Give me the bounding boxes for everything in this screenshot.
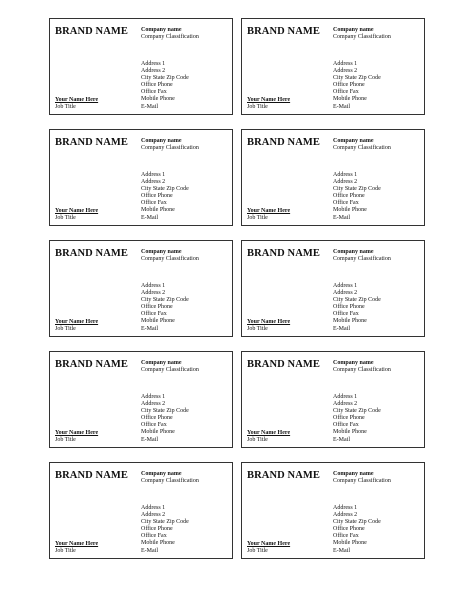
city-state-zip: City State Zip Code — [141, 75, 189, 82]
contact-block — [141, 394, 189, 444]
brand-name: BRAND NAME — [247, 470, 321, 481]
your-name: Your Name Here — [55, 208, 99, 214]
office-phone: Office Phone — [141, 193, 173, 200]
email: E-Mail — [333, 436, 350, 443]
your-name: Your Name Here — [247, 541, 291, 547]
brand-name: BRAND NAME — [55, 470, 129, 481]
job-title: Job Title — [247, 326, 268, 333]
company-name: Company name — [141, 471, 182, 477]
address-1: Address 1 — [333, 172, 358, 178]
company-classification: Company Classification — [333, 478, 391, 485]
business-card-r1-c1 — [49, 18, 233, 115]
company-name: Company name — [333, 27, 374, 33]
company-classification: Company Classification — [333, 256, 391, 263]
mobile-phone: Mobile Phone — [141, 207, 175, 214]
person-block — [55, 97, 98, 111]
person-block — [247, 319, 290, 333]
your-name: Your Name Here — [247, 208, 291, 214]
company-block — [333, 138, 391, 152]
job-title: Job Title — [247, 215, 268, 222]
company-block — [141, 471, 199, 485]
person-block — [247, 430, 290, 444]
company-name: Company name — [333, 138, 374, 144]
contact-block — [141, 505, 189, 555]
office-fax: Office Fax — [333, 89, 359, 96]
mobile-phone: Mobile Phone — [333, 318, 367, 325]
brand-name: BRAND NAME — [247, 26, 321, 37]
business-card-r4-c1 — [49, 351, 233, 448]
office-phone: Office Phone — [141, 304, 173, 311]
person-block — [55, 430, 98, 444]
company-classification: Company Classification — [141, 256, 199, 263]
company-classification: Company Classification — [333, 34, 391, 41]
person-block — [247, 208, 290, 222]
email: E-Mail — [141, 325, 158, 332]
brand-name: BRAND NAME — [55, 26, 129, 37]
company-block — [141, 249, 199, 263]
mobile-phone: Mobile Phone — [141, 429, 175, 436]
mobile-phone: Mobile Phone — [141, 540, 175, 547]
email: E-Mail — [333, 214, 350, 221]
office-phone: Office Phone — [141, 415, 173, 422]
address-2: Address 2 — [141, 401, 166, 408]
brand-name: BRAND NAME — [247, 137, 321, 148]
company-classification: Company Classification — [141, 367, 199, 374]
your-name: Your Name Here — [55, 541, 99, 547]
office-fax: Office Fax — [333, 422, 359, 429]
company-block — [141, 138, 199, 152]
business-card-r3-c2 — [241, 240, 425, 337]
company-block — [141, 27, 199, 41]
your-name: Your Name Here — [247, 319, 291, 325]
your-name: Your Name Here — [55, 430, 99, 436]
mobile-phone: Mobile Phone — [333, 96, 367, 103]
company-name: Company name — [141, 27, 182, 33]
address-2: Address 2 — [141, 512, 166, 519]
mobile-phone: Mobile Phone — [333, 429, 367, 436]
city-state-zip: City State Zip Code — [141, 408, 189, 415]
person-block — [55, 208, 98, 222]
address-1: Address 1 — [141, 283, 166, 289]
city-state-zip: City State Zip Code — [333, 297, 381, 304]
office-phone: Office Phone — [333, 526, 365, 533]
address-2: Address 2 — [141, 68, 166, 75]
city-state-zip: City State Zip Code — [333, 186, 381, 193]
address-2: Address 2 — [333, 290, 358, 297]
city-state-zip: City State Zip Code — [333, 75, 381, 82]
email: E-Mail — [333, 325, 350, 332]
office-fax: Office Fax — [141, 533, 167, 540]
business-card-r5-c2 — [241, 462, 425, 559]
contact-block — [141, 61, 189, 111]
office-phone: Office Phone — [333, 415, 365, 422]
mobile-phone: Mobile Phone — [141, 318, 175, 325]
person-block — [55, 319, 98, 333]
address-1: Address 1 — [141, 61, 166, 67]
job-title: Job Title — [247, 437, 268, 444]
company-name: Company name — [333, 249, 374, 255]
address-1: Address 1 — [333, 394, 358, 400]
person-block — [55, 541, 98, 555]
email: E-Mail — [141, 436, 158, 443]
job-title: Job Title — [55, 215, 76, 222]
person-block — [247, 541, 290, 555]
address-1: Address 1 — [333, 505, 358, 511]
city-state-zip: City State Zip Code — [141, 297, 189, 304]
business-card-r2-c1 — [49, 129, 233, 226]
mobile-phone: Mobile Phone — [333, 207, 367, 214]
address-2: Address 2 — [141, 290, 166, 297]
address-1: Address 1 — [141, 505, 166, 511]
job-title: Job Title — [55, 548, 76, 555]
job-title: Job Title — [55, 104, 76, 111]
email: E-Mail — [141, 103, 158, 110]
business-card-r1-c2 — [241, 18, 425, 115]
city-state-zip: City State Zip Code — [333, 519, 381, 526]
brand-name: BRAND NAME — [247, 248, 321, 259]
office-phone: Office Phone — [141, 82, 173, 89]
company-block — [333, 249, 391, 263]
office-phone: Office Phone — [333, 193, 365, 200]
business-card-r5-c1 — [49, 462, 233, 559]
job-title: Job Title — [247, 104, 268, 111]
brand-name: BRAND NAME — [247, 359, 321, 370]
contact-block — [333, 172, 381, 222]
your-name: Your Name Here — [55, 97, 99, 103]
business-card-r3-c1 — [49, 240, 233, 337]
email: E-Mail — [333, 103, 350, 110]
contact-block — [141, 172, 189, 222]
company-name: Company name — [333, 360, 374, 366]
address-1: Address 1 — [141, 172, 166, 178]
company-classification: Company Classification — [141, 145, 199, 152]
office-fax: Office Fax — [141, 89, 167, 96]
company-classification: Company Classification — [333, 145, 391, 152]
email: E-Mail — [333, 547, 350, 554]
office-fax: Office Fax — [141, 200, 167, 207]
job-title: Job Title — [55, 437, 76, 444]
company-classification: Company Classification — [141, 34, 199, 41]
company-classification: Company Classification — [333, 367, 391, 374]
your-name: Your Name Here — [55, 319, 99, 325]
contact-block — [141, 283, 189, 333]
address-1: Address 1 — [141, 394, 166, 400]
company-classification: Company Classification — [141, 478, 199, 485]
business-card-r4-c2 — [241, 351, 425, 448]
office-phone: Office Phone — [141, 526, 173, 533]
address-1: Address 1 — [333, 61, 358, 67]
office-fax: Office Fax — [333, 533, 359, 540]
city-state-zip: City State Zip Code — [141, 186, 189, 193]
address-2: Address 2 — [333, 68, 358, 75]
contact-block — [333, 61, 381, 111]
company-name: Company name — [141, 249, 182, 255]
office-phone: Office Phone — [333, 304, 365, 311]
contact-block — [333, 283, 381, 333]
office-fax: Office Fax — [141, 311, 167, 318]
address-2: Address 2 — [333, 179, 358, 186]
brand-name: BRAND NAME — [55, 137, 129, 148]
mobile-phone: Mobile Phone — [141, 96, 175, 103]
office-fax: Office Fax — [141, 422, 167, 429]
office-phone: Office Phone — [333, 82, 365, 89]
your-name: Your Name Here — [247, 430, 291, 436]
brand-name: BRAND NAME — [55, 359, 129, 370]
contact-block — [333, 505, 381, 555]
address-2: Address 2 — [141, 179, 166, 186]
business-card-r2-c2 — [241, 129, 425, 226]
your-name: Your Name Here — [247, 97, 291, 103]
city-state-zip: City State Zip Code — [333, 408, 381, 415]
company-block — [333, 360, 391, 374]
company-name: Company name — [141, 138, 182, 144]
office-fax: Office Fax — [333, 311, 359, 318]
address-1: Address 1 — [333, 283, 358, 289]
address-2: Address 2 — [333, 512, 358, 519]
city-state-zip: City State Zip Code — [141, 519, 189, 526]
person-block — [247, 97, 290, 111]
email: E-Mail — [141, 547, 158, 554]
company-block — [141, 360, 199, 374]
contact-block — [333, 394, 381, 444]
company-name: Company name — [333, 471, 374, 477]
office-fax: Office Fax — [333, 200, 359, 207]
job-title: Job Title — [247, 548, 268, 555]
mobile-phone: Mobile Phone — [333, 540, 367, 547]
job-title: Job Title — [55, 326, 76, 333]
company-block — [333, 27, 391, 41]
email: E-Mail — [141, 214, 158, 221]
company-block — [333, 471, 391, 485]
address-2: Address 2 — [333, 401, 358, 408]
brand-name: BRAND NAME — [55, 248, 129, 259]
company-name: Company name — [141, 360, 182, 366]
